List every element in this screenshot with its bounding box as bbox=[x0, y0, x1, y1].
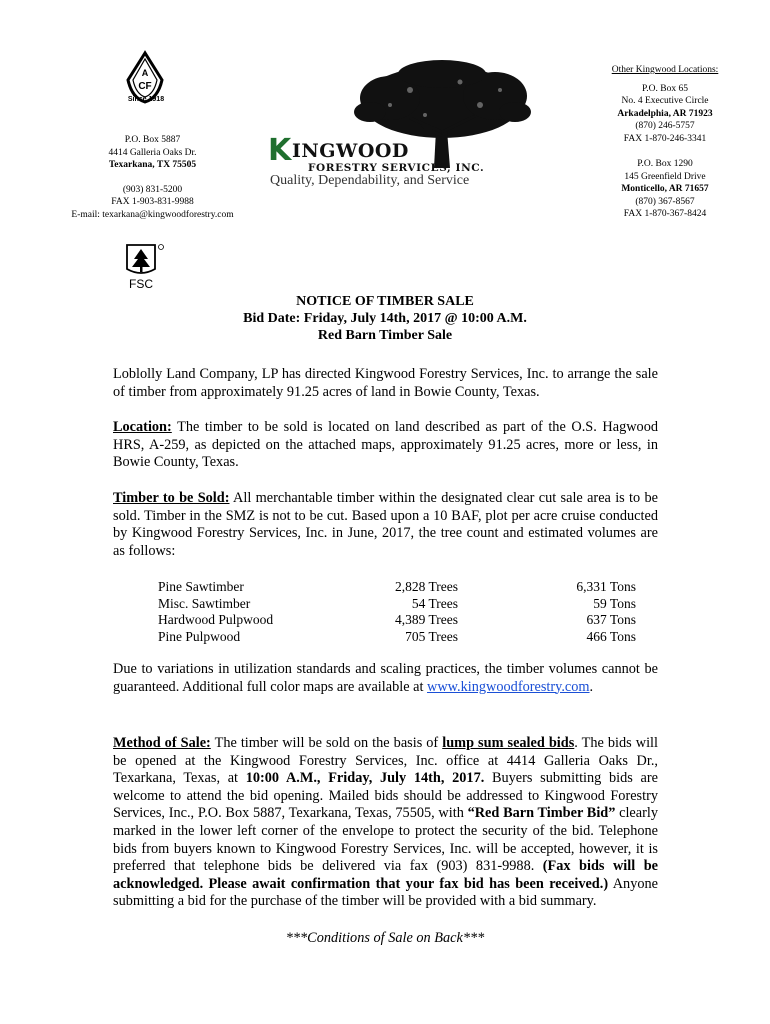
timber-text: All merchantable timber within the designated clear cut sale area is to be sold. Timber in the SMZ is not to be cut. Based upon a 10 BAF, plot per acre cruise conducted by Kingwood Forestry Services, Inc. in June, 2017, the tree count and estimated volumes are as follows: bbox=[113, 490, 658, 559]
address-city: Monticello, AR 71657 bbox=[621, 184, 709, 194]
lump-sum-text: lump sum sealed bids bbox=[442, 735, 575, 751]
table-row bbox=[158, 629, 648, 646]
address-line: No. 4 Executive Circle bbox=[621, 96, 709, 106]
product-cell: Hardwood Pulpwood bbox=[158, 612, 274, 627]
address-line: P.O. Box 65 bbox=[642, 83, 688, 94]
intro-paragraph: Loblolly Land Company, LP has directed Kingwood Forestry Services, Inc. to arrange the sale of timber from approximately 91.25 acres of land in Bowie County, Texas. bbox=[113, 366, 658, 400]
fax: FAX 1-903-831-9988 bbox=[111, 197, 194, 207]
title-sale-name: Red Barn Timber Sale bbox=[317, 328, 453, 343]
table-row bbox=[158, 579, 648, 596]
brand-subtitle: FORESTRY SERVICES, INC. bbox=[308, 162, 485, 174]
brand-tagline: Quality, Dependability, and Service bbox=[270, 173, 470, 188]
trees-cell: 4,389 Trees bbox=[394, 612, 458, 627]
fsc-label: FSC bbox=[129, 277, 153, 291]
right-address bbox=[590, 64, 740, 221]
method-text: clearly marked in the lower left corner of the envelope to protect the security of the bid. Telephone bids from buyers known to Kingwood Forestry Services, Inc. will be accepted, however, it is preferred that telephone bids be delivered via fax (903) 831-9988. bbox=[113, 805, 659, 875]
method-text: The timber will be sold on the basis of bbox=[210, 735, 443, 751]
tons-cell: 466 Tons bbox=[586, 628, 636, 644]
address-city: Texarkana, TX 75505 bbox=[108, 160, 197, 170]
product-cell: Pine Pulpwood bbox=[158, 628, 241, 644]
trees-cell: 705 Trees bbox=[405, 628, 458, 644]
method-paragraph bbox=[113, 735, 658, 911]
address-line: 4414 Galleria Oaks Dr. bbox=[108, 147, 197, 158]
left-address bbox=[40, 134, 265, 221]
title-line-1: NOTICE OF TIMBER SALE bbox=[296, 294, 474, 309]
variation-end: . bbox=[589, 678, 594, 695]
brand-k-letter: K bbox=[268, 133, 292, 168]
timber-paragraph bbox=[113, 490, 658, 560]
other-locations-heading: Other Kingwood Locations: bbox=[611, 65, 719, 75]
variation-paragraph bbox=[113, 661, 658, 696]
fax-note: (Fax bids will be acknowledged. Please await confirmation that your fax bid has been received.) bbox=[113, 858, 658, 892]
brand-name: INGWOOD bbox=[292, 140, 409, 162]
address-city: Arkadelphia, AR 71923 bbox=[617, 108, 713, 119]
website-link[interactable]: www.kingwoodforestry.com bbox=[427, 678, 590, 695]
location-label: Location: bbox=[113, 419, 172, 435]
product-cell: Pine Sawtimber bbox=[158, 579, 244, 594]
variation-text: Due to variations in utilization standards and scaling practices, the timber volumes cannot be guaranteed. Additional full color maps are available at bbox=[113, 661, 658, 695]
method-text: . The bids will be opened at the Kingwood Forestry Services, Inc. office at 4414 Galleria Oaks Dr., Texarkana, Texas, at bbox=[113, 735, 659, 787]
location-paragraph bbox=[113, 419, 658, 472]
method-text: Buyers submitting bids are welcome to attend the bid opening. Mailed bids should be addressed to Kingwood Forestry Services, Inc., P.O. Box 5887, Texarkana, Texas, 75505, with bbox=[113, 770, 658, 822]
bid-opening-time: 10:00 A.M., Friday, July 14th, 2017. bbox=[245, 770, 485, 787]
svg-text:CF: CF bbox=[138, 81, 152, 92]
svg-text:A: A bbox=[141, 68, 149, 78]
address-line: P.O. Box 1290 bbox=[637, 159, 693, 169]
address-line: 145 Greenfield Drive bbox=[624, 171, 706, 182]
fax: FAX 1-870-367-8424 bbox=[623, 209, 707, 219]
fsc-logo-icon bbox=[115, 243, 167, 291]
tons-cell: 6,331 Tons bbox=[576, 579, 636, 594]
phone: (870) 246-5757 bbox=[635, 121, 695, 131]
product-cell: Misc. Sawtimber bbox=[158, 595, 251, 611]
title-bid-date: Bid Date: Friday, July 14th, 2017 @ 10:00 A.M. bbox=[243, 311, 527, 326]
tons-cell: 637 Tons bbox=[586, 612, 636, 627]
tons-cell: 59 Tons bbox=[593, 595, 636, 611]
fax: FAX 1-870-246-3341 bbox=[623, 133, 707, 144]
timber-label: Timber to be Sold: bbox=[113, 490, 230, 506]
address-spacer bbox=[40, 172, 265, 184]
location-text: The timber to be sold is located on land described as part of the O.S. Hagwood HRS, A-259, as depicted on the attached maps, approximately 91.25 acres, more or less, in Bowie County, Texas. bbox=[113, 419, 658, 471]
trees-cell: 2,828 Trees bbox=[394, 579, 458, 594]
address-line: P.O. Box 5887 bbox=[124, 135, 181, 145]
table-row bbox=[158, 612, 648, 629]
phone: (870) 367-8567 bbox=[635, 196, 695, 207]
method-label: Method of Sale: bbox=[113, 735, 211, 751]
email: E-mail: texarkana@kingwoodforestry.com bbox=[71, 209, 234, 220]
conditions-footer: ***Conditions of Sale on Back*** bbox=[285, 930, 485, 946]
phone: (903) 831-5200 bbox=[122, 184, 183, 195]
bid-envelope-name: “Red Barn Timber Bid” bbox=[467, 805, 616, 822]
acf-since-text: Since 1918 bbox=[127, 96, 165, 103]
table-row bbox=[158, 596, 648, 613]
cruise-table bbox=[158, 579, 648, 645]
trees-cell: 54 Trees bbox=[411, 595, 458, 611]
notice-title bbox=[0, 293, 770, 344]
method-text: Anyone submitting a bid for the purchase of the timber will be provided with a bid summary. bbox=[113, 875, 658, 910]
